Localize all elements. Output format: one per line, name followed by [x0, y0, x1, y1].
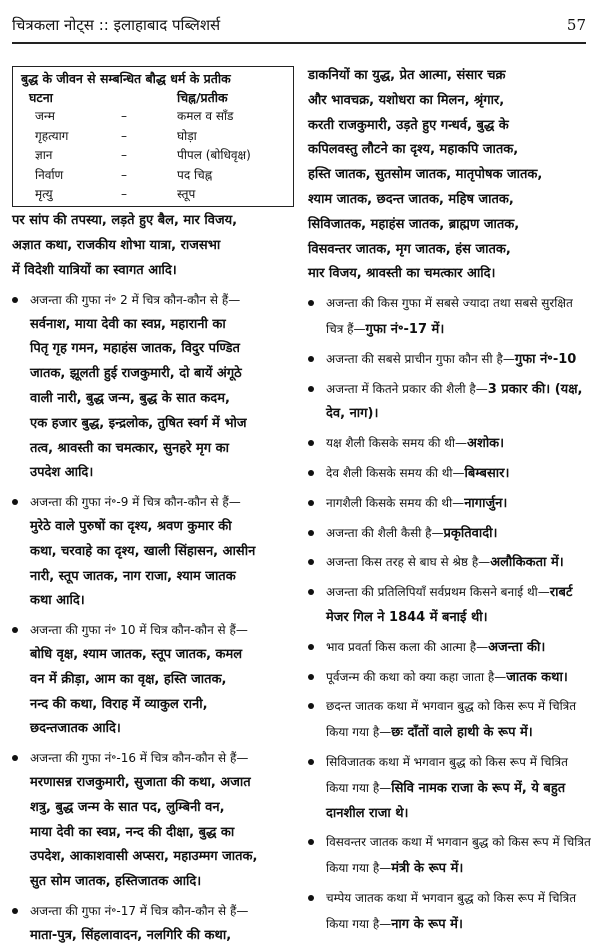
table-row: गृहत्याग – घोड़ा [35, 128, 197, 143]
question: अजन्ता की गुफा नं॰-9 में चित्र कौन-कौन से हैं— [30, 495, 241, 510]
question: अजन्ता की गुफा नं॰ 2 में चित्र कौन-कौन से हैं— [30, 292, 241, 307]
answer: 3 प्रकार की। (यक्ष, देव, नाग)। [326, 381, 583, 422]
answer: जातक कथा। [506, 669, 568, 685]
left-column [12, 66, 294, 949]
question: पूर्वजन्म की कथा को क्या कहा जाता है— [326, 669, 507, 684]
answer: मरणासन्न राजकुमारी, सुजाता की कथा, अजात शत्रु, बुद्ध जन्म के सात पद, लुम्बिनी वन, माया देवी का स्वप्न, नन्द की दीक्षा, बुद्ध का उपदेश, आकाशवासी अप्सरा, महाउम्मग जातक, सुत सोम जातक, हस्तिजातक आदि। [30, 774, 258, 890]
list-item [308, 635, 592, 661]
cave-9-item [12, 490, 294, 614]
list-item [308, 886, 592, 938]
question: अजन्ता की गुफा नं॰ 10 में चित्र कौन-कौन से हैं— [30, 623, 248, 638]
list-item [308, 665, 592, 691]
answer: माता-पुत्र, सिंहलावादन, नलगिरि की कथा, [30, 927, 232, 943]
table-row: जन्म – कमल व साँड [35, 109, 234, 124]
header-event: घटना [29, 90, 53, 105]
list-item [308, 550, 592, 576]
question: विसवन्तर जातक कथा में भगवान बुद्ध को किस रूप में चित्रित किया गया है— [326, 835, 591, 876]
list-item [308, 830, 592, 882]
answer: गुफा नं॰-10 [514, 351, 577, 367]
answer: नागार्जुन। [464, 495, 508, 511]
table-row: मृत्यु – स्तूप [35, 187, 196, 202]
question: भाव प्रवर्ता किस कला की आत्मा है— [326, 639, 489, 654]
answer: अजन्ता की। [488, 639, 546, 655]
question: नागशैली किसके समय की थी— [326, 495, 465, 510]
list-item [308, 347, 592, 373]
cave-17-item [12, 899, 294, 949]
cave-16-item [12, 746, 294, 895]
answer: राबर्ट मेजर गिल ने 1844 में बनाई थी। [326, 585, 573, 625]
symbols-table [12, 66, 294, 207]
list-item [308, 461, 592, 487]
question: अजन्ता में कितने प्रकार की शैली है— [326, 381, 488, 396]
table-row: ज्ञान – पीपल (बोधिवृक्ष) [35, 148, 251, 163]
answer: अशोक। [467, 436, 505, 452]
running-title: चित्रकला नोट्स :: इलाहाबाद पब्लिशर्स [12, 16, 221, 34]
answer: बिम्बसार। [464, 465, 510, 481]
page-number: 57 [566, 16, 586, 34]
answer: नाग के रूप में। [391, 916, 463, 932]
answer: गुफा नं॰-17 में। [365, 321, 445, 337]
symbols-table-title: बुद्ध के जीवन से सम्बन्धित बौद्ध धर्म के प्रतीक [21, 71, 231, 86]
question: अजन्ता की सबसे प्राचीन गुफा कौन सी है— [326, 351, 515, 366]
answer: सिवि नामक राजा के रूप में, ये बहुत दानशील राजा थे। [326, 780, 566, 821]
question: चम्पेय जातक कथा में भगवान बुद्ध को किस रूप में चित्रित किया गया है— [326, 890, 577, 931]
cave-2-item [12, 288, 294, 486]
question: सिविजातक कथा में भगवान बुद्ध को किस रूप में चित्रित किया गया है— [326, 754, 569, 795]
answer: छः दाँतों वाले हाथी के रूप में। [391, 725, 533, 741]
page-header [12, 8, 586, 44]
question: अजन्ता की गुफा नं॰-16 में चित्र कौन-कौन से हैं— [30, 751, 249, 766]
question: अजन्ता की गुफा नं॰-17 में चित्र कौन-कौन से हैं— [30, 903, 249, 918]
list-item [308, 521, 592, 547]
intro-paragraph: पर सांप की तपस्या, लड़ते हुए बैल, मार विजय, अज्ञात कथा, राजकीय शोभा यात्रा, राजसभा में विदेशी यात्रियों का स्वागत आदि। [12, 213, 238, 279]
right-column [308, 64, 592, 938]
question: यक्ष शैली किसके समय की थी— [326, 436, 468, 451]
question: छदन्त जातक कथा में भगवान बुद्ध को किस रूप में चित्रित किया गया है— [326, 699, 577, 740]
answer: मुरेठे वाले पुरुषों का दृश्य, श्रवण कुमार की कथा, चरवाहे का दृश्य, खाली सिंहासन, आसीन नारी, स्तूप जातक, नाग राजा, श्याम जातक कथा आदि। [30, 519, 256, 609]
continued-list: डाकनियों का युद्ध, प्रेत आत्मा, संसार चक्र और भावचक्र, यशोधरा का मिलन, श्रृंगार, करती राजकुमारी, उड़ते हुए गन्धर्व, बुद्ध के कपिलवस्तु लौटने का दृश्य, महाकपि जातक, हस्ति जातक, सुतसोम जातक, मातृपोषक जातक, श्याम जातक, छदन्त जातक, महिष जातक, सिविजातक, महाहंस जातक, ब्राह्मण जातक, विसवन्तर जातक, मृग जातक, हंस जातक, मार विजय, श्रावस्ती का चमत्कार आदि। [308, 68, 543, 282]
question: अजन्ता की शैली कैसी है— [326, 525, 444, 540]
list-item [308, 377, 592, 428]
list-item [308, 750, 592, 826]
symbols-table-header [21, 88, 285, 107]
table-row: निर्वाण – पद चिह्न [35, 167, 213, 182]
cave-10-item [12, 618, 294, 742]
list-item [308, 580, 592, 631]
list-item [308, 291, 592, 343]
answer: प्रकृतिवादी। [443, 525, 498, 541]
list-item [308, 431, 592, 457]
question: अजन्ता की किस गुफा में सबसे ज्यादा तथा सबसे सुरक्षित चित्र हैं— [326, 296, 573, 336]
answer: मंत्री के रूप में। [391, 861, 464, 877]
answer: बोधि वृक्ष, श्याम जातक, स्तूप जातक, कमल वन में क्रीड़ा, आम का वृक्ष, हस्ति जातक, नन्द की कथा, विराह में व्याकुल रानी, छदन्तजातक आदि। [30, 646, 243, 737]
list-item [308, 491, 592, 517]
header-symbol: चिह्न/प्रतीक [177, 90, 228, 105]
answer: अलौकिकता में। [490, 555, 564, 571]
question: अजन्ता की प्रतिलिपियाँ सर्वप्रथम किसने बनाई थी— [326, 585, 550, 600]
question: देव शैली किसके समय की थी— [326, 465, 465, 480]
question: अजन्ता किस तरह से बाघ से श्रेष्ठ है— [326, 555, 491, 570]
list-item [308, 694, 592, 746]
answer: सर्वनाश, माया देवी का स्वप्न, महारानी का पितृ गृह गमन, महाहंस जातक, विदुर पण्डित जातक, झूलती हुई राजकुमारी, दो बायें अंगूठे वाली नारी, बुद्ध जन्म, बुद्ध के सात कदम, एक हजार बुद्ध, इन्द्रलोक, तुषित स्वर्ग में भोज तत्व, श्रावस्ती का चमत्कार, सुनहरे मृग का उपदेश आदि। [30, 316, 247, 481]
